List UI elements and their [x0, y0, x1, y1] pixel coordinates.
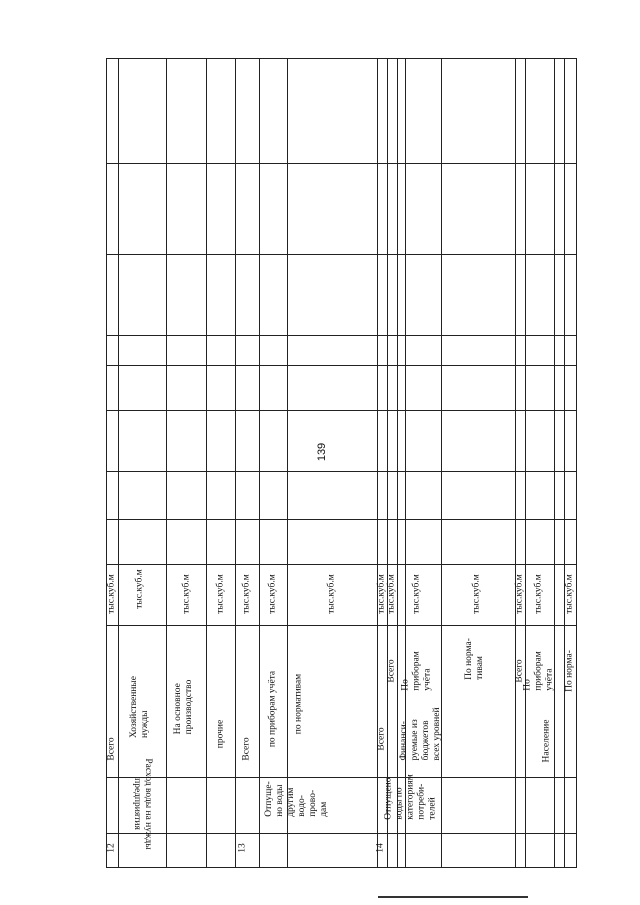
row-label: Всего	[376, 727, 387, 751]
unit-label: тыс.куб.м	[215, 574, 226, 614]
row-label: Всего	[386, 659, 397, 683]
grid-line	[107, 564, 576, 565]
grid-line	[107, 254, 576, 255]
grid-line	[107, 335, 576, 336]
section-title: Расход воды на нужды предприятия	[132, 758, 153, 850]
row-label: По норма-	[564, 650, 575, 692]
unit-label: тыс.куб.м	[134, 569, 145, 609]
grid-line	[107, 410, 576, 411]
grid-line	[107, 519, 576, 520]
unit-label: тыс.куб.м	[106, 574, 117, 614]
grid-line	[525, 59, 526, 867]
unit-label: тыс.куб.м	[326, 574, 337, 614]
grid-line	[107, 365, 576, 366]
row-number: 12	[106, 843, 117, 853]
grid-line	[259, 59, 260, 867]
unit-label: тыс.куб.м	[267, 574, 278, 614]
grid-line	[118, 59, 119, 867]
unit-label: тыс.куб.м	[411, 574, 422, 614]
unit-label: тыс.куб.м	[514, 574, 525, 614]
row-label: по нормативам	[293, 673, 304, 735]
row-label: Всего	[241, 737, 252, 761]
unit-label: тыс.куб.м	[386, 574, 397, 614]
row-label: По приборам учёта	[522, 651, 555, 691]
unit-label: тыс.куб.м	[376, 574, 387, 614]
row-label: По норма- тивам	[464, 638, 485, 680]
grid-line	[107, 777, 576, 778]
row-number: 14	[375, 843, 386, 853]
grid-line	[287, 59, 288, 867]
row-label: Хозяйственные нужды	[129, 675, 150, 739]
row-label: прочие	[215, 719, 226, 749]
unit-label: тыс.куб.м	[471, 574, 482, 614]
unit-label: тыс.куб.м	[533, 574, 544, 614]
grid-line	[166, 59, 167, 867]
population-group-label: Население	[541, 719, 552, 763]
page-edge-mark	[378, 896, 528, 898]
grid-line	[107, 625, 576, 626]
grid-line	[515, 59, 516, 867]
grid-line	[107, 833, 576, 834]
grid-line	[107, 163, 576, 164]
section-title: Отпущено воды по категориям потреби- телей	[383, 774, 438, 820]
section-title: Отпуще- но воды другим водо- прово- дам	[264, 781, 329, 817]
row-number: 13	[237, 843, 248, 853]
grid-line	[235, 59, 236, 867]
grid-line	[107, 471, 576, 472]
grid-line	[206, 59, 207, 867]
unit-label: тыс.куб.м	[564, 574, 575, 614]
grid-line	[564, 59, 565, 867]
row-label: Всего	[106, 737, 117, 761]
unit-label: тыс.куб.м	[181, 574, 192, 614]
unit-label: тыс.куб.м	[241, 574, 252, 614]
row-label: По приборам учёта	[400, 651, 433, 691]
grid-line	[554, 59, 555, 867]
data-table	[106, 58, 577, 868]
page-number: 139	[316, 442, 328, 462]
grid-line	[397, 59, 398, 867]
budget-group-label: Финанси- руемые из бюджетов всех уровней	[399, 707, 442, 761]
row-label: Всего	[514, 659, 525, 683]
row-label: На основное производство	[173, 679, 194, 735]
row-label: по приборам учёта	[267, 670, 278, 748]
